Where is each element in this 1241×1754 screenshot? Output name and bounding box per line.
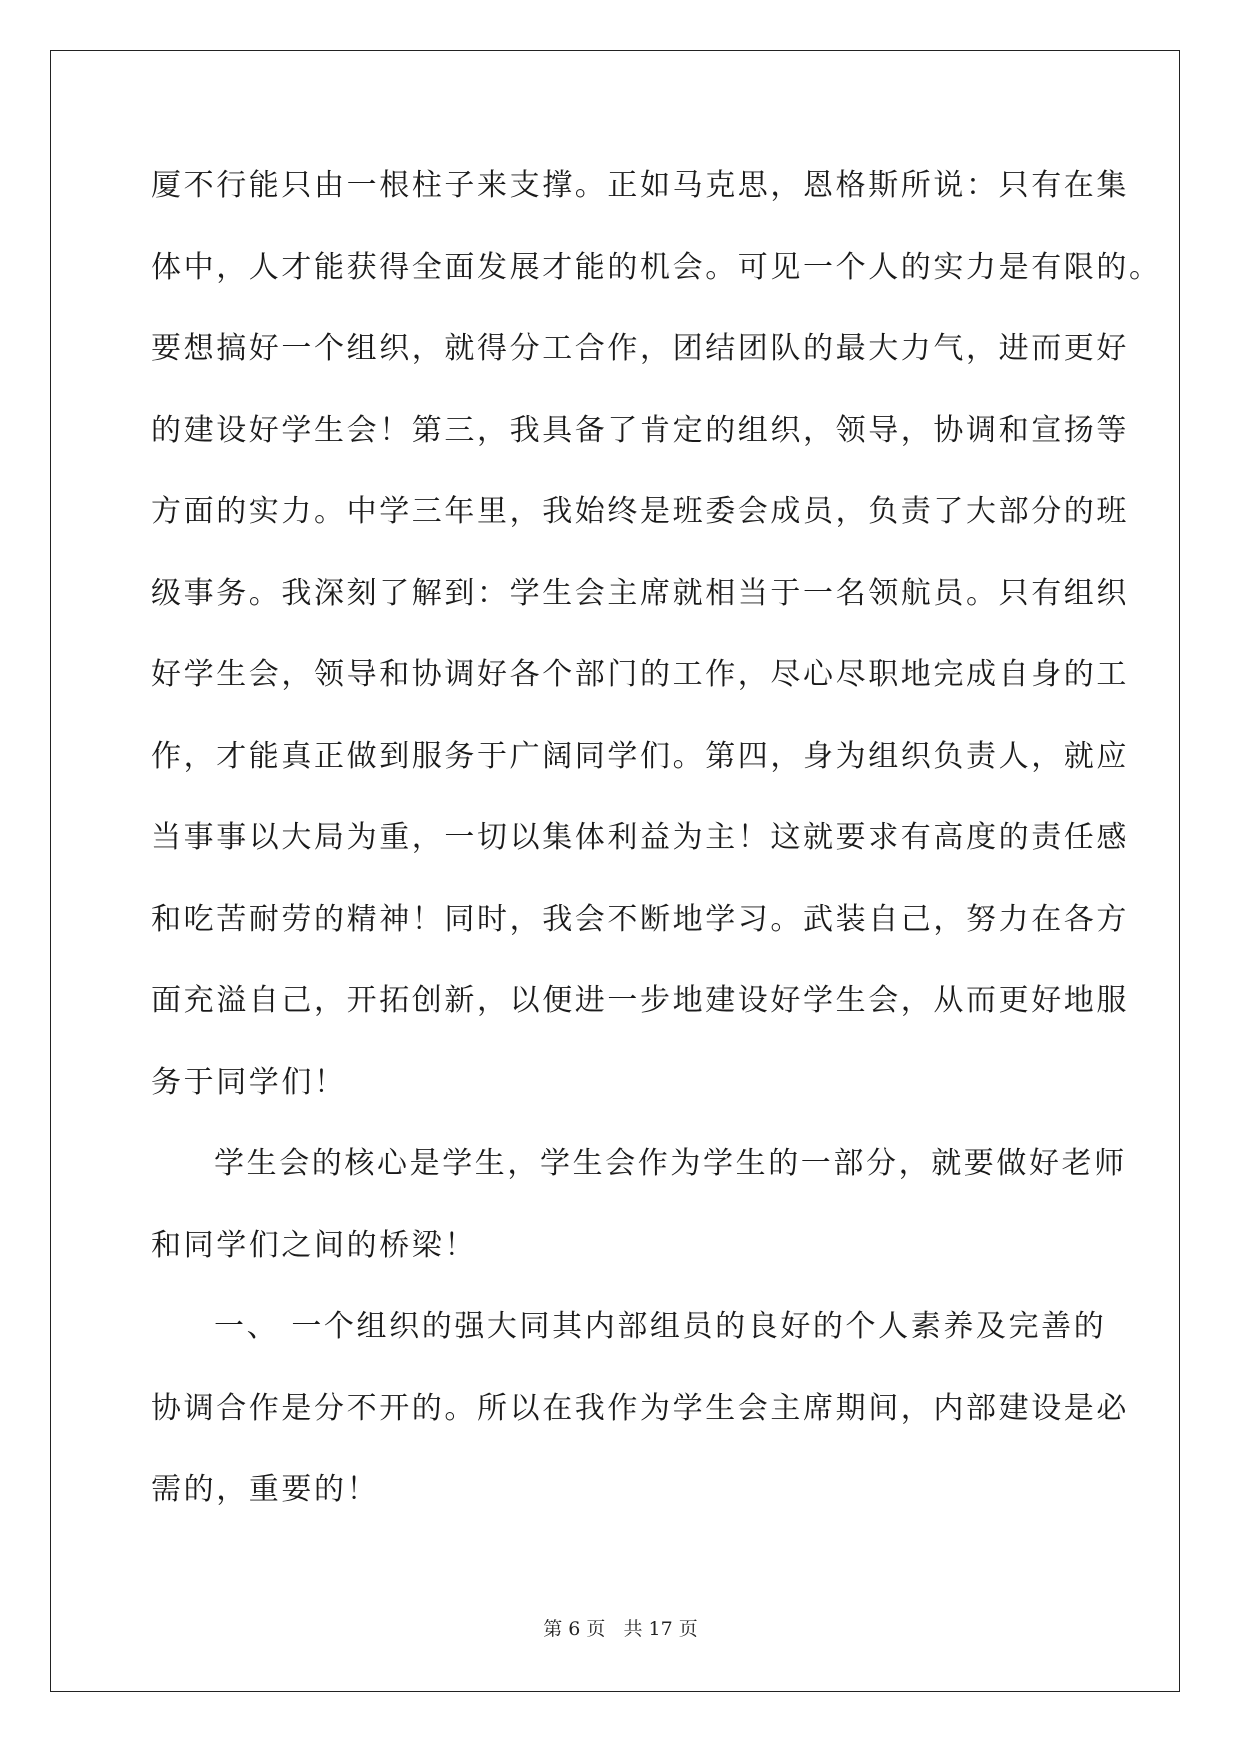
text-line: 务于同学们！ — [151, 1064, 347, 1100]
text-line: 体中，人才能获得全面发展才能的机会。可见一个人的实力是有限的。 — [151, 249, 1162, 285]
page-number-footer: 第 6 页 共 17 页 — [543, 1618, 698, 1640]
text-line: 协调合作是分不开的。所以在我作为学生会主席期间，内部建设是必 — [151, 1390, 1129, 1426]
text-line: 需的，重要的！ — [151, 1472, 380, 1507]
text-line: 和吃苦耐劳的精神！同时，我会不断地学习。武装自己，努力在各方 — [151, 901, 1129, 937]
text-line: 的建设好学生会！第三，我具备了肯定的组织，领导，协调和宣扬等 — [151, 412, 1129, 448]
text-line: 和同学们之间的桥梁！ — [151, 1227, 477, 1263]
text-line: 方面的实力。中学三年里，我始终是班委会成员，负责了大部分的班 — [151, 494, 1129, 529]
document-body — [151, 165, 1162, 1551]
paragraph-first-line: 一、 一个组织的强大同其内部组员的良好的个人素养及完善的 — [214, 1309, 1107, 1344]
text-line: 要想搞好一个组织，就得分工合作，团结团队的最大力气，进而更好 — [151, 331, 1129, 366]
paragraph-first-line: 学生会的核心是学生，学生会作为学生的一部分，就要做好老师 — [214, 1146, 1127, 1181]
text-line: 好学生会，领导和协调好各个部门的工作，尽心尽职地完成自身的工 — [151, 657, 1129, 692]
text-line: 级事务。我深刻了解到：学生会主席就相当于一名领航员。只有组织 — [151, 575, 1129, 611]
text-line: 厦不行能只由一根柱子来支撑。正如马克思，恩格斯所说：只有在集 — [151, 168, 1129, 203]
text-line: 作，才能真正做到服务于广阔同学们。第四，身为组织负责人，就应 — [151, 738, 1129, 774]
text-line: 面充溢自己，开拓创新，以便进一步地建设好学生会，从而更好地服 — [151, 983, 1129, 1018]
text-line: 当事事以大局为重，一切以集体利益为主！这就要求有高度的责任感 — [151, 820, 1129, 855]
